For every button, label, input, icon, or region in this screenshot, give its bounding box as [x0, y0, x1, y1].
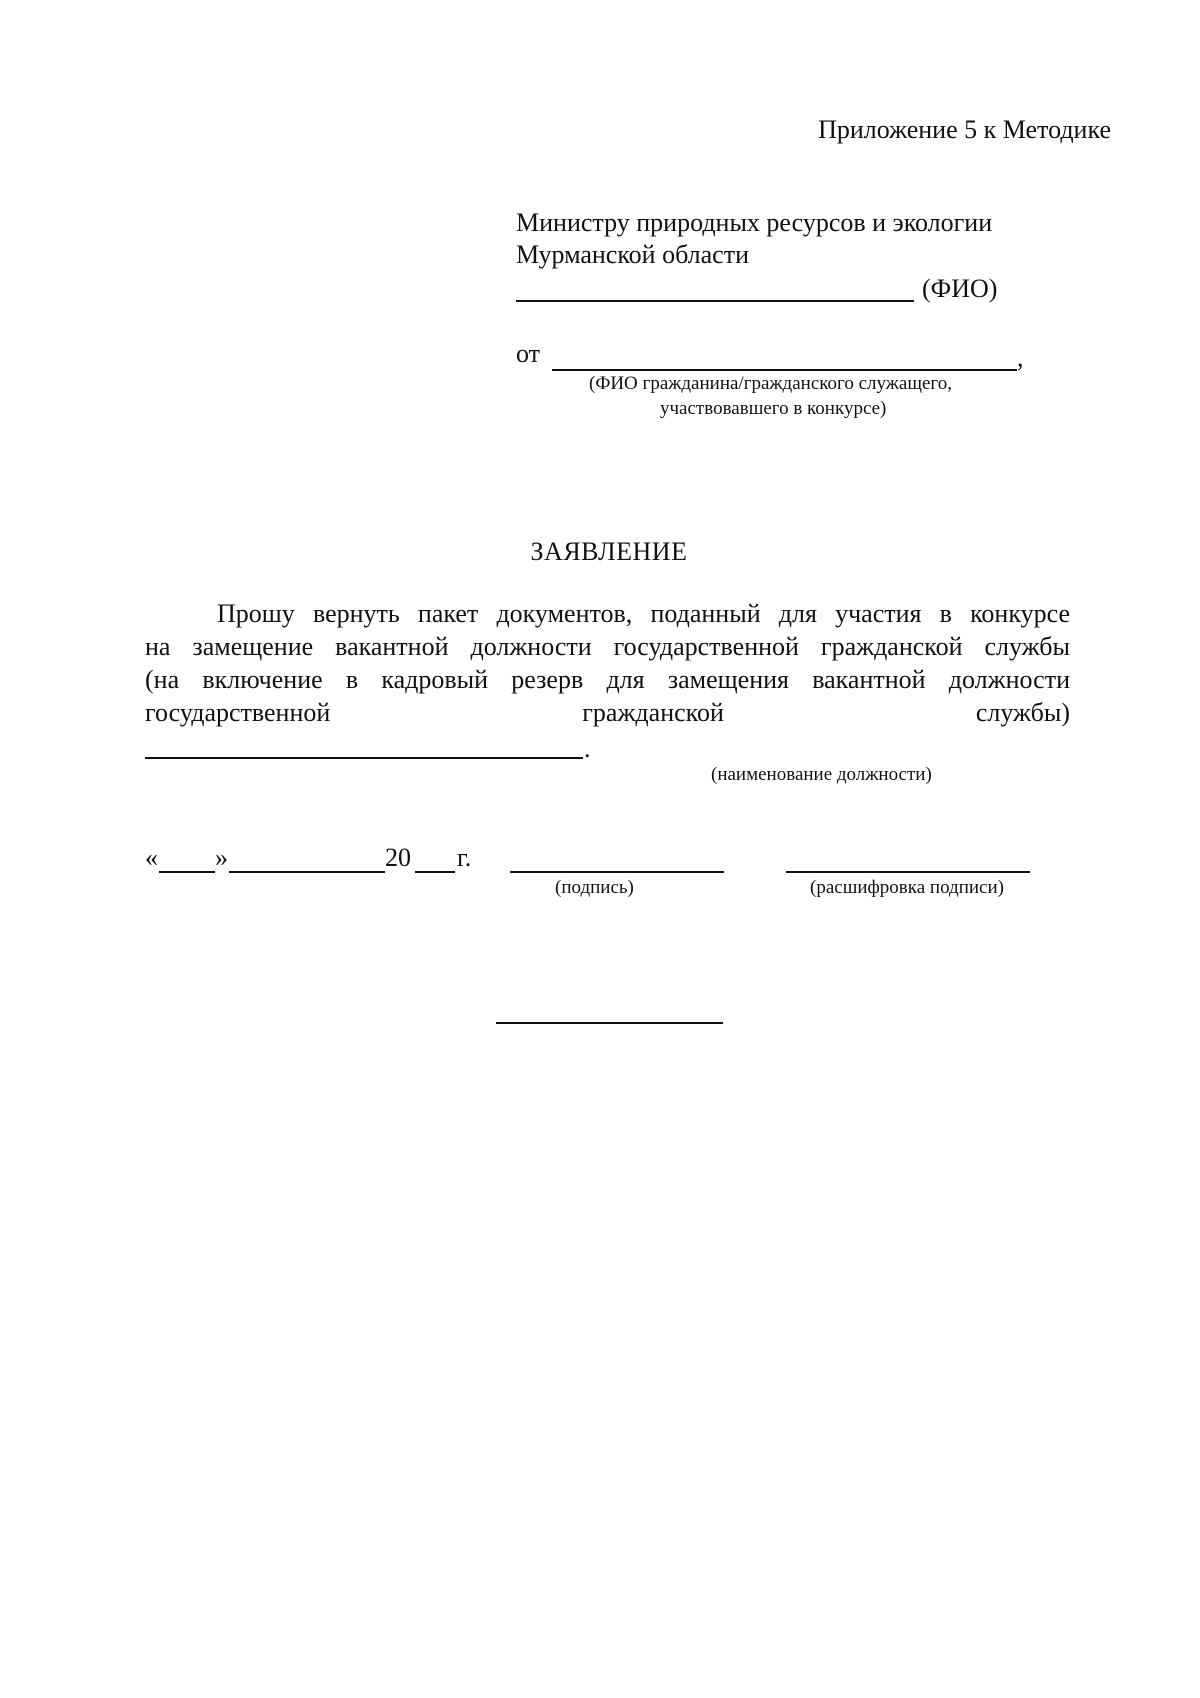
sender-caption-line-1: (ФИО гражданина/гражданского служащего, [589, 373, 952, 394]
date-month-blank[interactable] [229, 871, 385, 873]
addressee-line-2: Мурманской области [516, 240, 749, 269]
sender-fio-blank[interactable] [552, 369, 1017, 371]
date-year-blank[interactable] [415, 871, 455, 873]
body-line-2: на замещение вакантной должности государственной гражданской службы [145, 632, 1070, 661]
date-close-quote: » [215, 843, 228, 872]
sender-caption-line-2: участвовавшего в конкурсе) [660, 398, 887, 419]
from-label: от [516, 339, 541, 368]
addressee-fio-label: (ФИО) [922, 274, 998, 303]
body-line-3: (на включение в кадровый резерв для замещения вакантной должности [145, 665, 1070, 694]
signature-decoding-blank[interactable] [786, 871, 1030, 873]
addressee-line-1: Министру природных ресурсов и экологии [516, 208, 993, 237]
date-day-blank[interactable] [159, 871, 215, 873]
signature-caption: (подпись) [555, 877, 634, 898]
date-open-quote: « [145, 843, 158, 872]
signature-blank[interactable] [510, 871, 724, 873]
appendix-label: Приложение 5 к Методике [818, 115, 1111, 144]
bottom-divider [496, 1022, 723, 1024]
sender-comma: , [1017, 343, 1024, 372]
body-line-1: Прошу вернуть пакет документов, поданный для участия в конкурсе [217, 599, 1070, 628]
document-title: ЗАЯВЛЕНИЕ [530, 537, 688, 566]
position-name-blank[interactable] [145, 757, 583, 759]
signature-decoding-caption: (расшифровка подписи) [810, 877, 1004, 898]
date-year-suffix: г. [457, 843, 472, 872]
addressee-fio-blank[interactable] [516, 300, 914, 302]
position-period: . [584, 734, 591, 763]
body-line-4: государственной гражданской службы) [145, 698, 1070, 727]
position-caption: (наименование должности) [711, 764, 932, 785]
date-year-prefix: 20 [385, 843, 411, 872]
